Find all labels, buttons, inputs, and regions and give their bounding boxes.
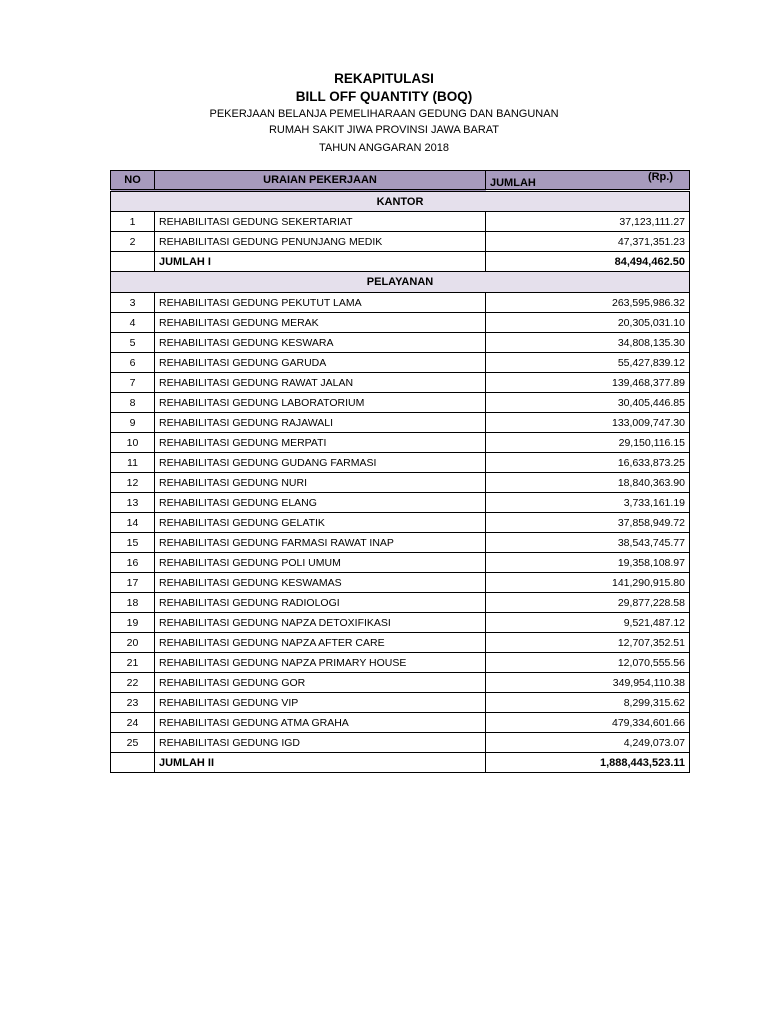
boq-table <box>110 170 690 773</box>
row-number: 17 <box>111 573 155 593</box>
row-number: 6 <box>111 353 155 373</box>
row-amount: 12,070,555.56 <box>486 653 690 673</box>
row-description: REHABILITASI GEDUNG GELATIK <box>155 513 486 533</box>
row-description: REHABILITASI GEDUNG NAPZA PRIMARY HOUSE <box>155 653 486 673</box>
row-description: REHABILITASI GEDUNG KESWARA <box>155 333 486 353</box>
subtotal-label: JUMLAH II <box>155 753 486 773</box>
table-row <box>111 513 690 533</box>
table-header-row <box>111 171 690 191</box>
section-header-row <box>111 191 690 212</box>
row-amount: 29,150,116.15 <box>486 433 690 453</box>
row-amount: 37,123,111.27 <box>486 212 690 232</box>
row-description: REHABILITASI GEDUNG RAJAWALI <box>155 413 486 433</box>
column-header-jumlah-label: JUMLAH <box>490 177 536 189</box>
row-amount: 8,299,315.62 <box>486 693 690 713</box>
subtotal-row <box>111 753 690 773</box>
row-description: REHABILITASI GEDUNG GUDANG FARMASI <box>155 453 486 473</box>
subtotal-value: 84,494,462.50 <box>486 252 690 272</box>
row-description: REHABILITASI GEDUNG LABORATORIUM <box>155 393 486 413</box>
table-row <box>111 313 690 333</box>
table-row <box>111 613 690 633</box>
section-title: PELAYANAN <box>111 272 690 293</box>
row-description: REHABILITASI GEDUNG GOR <box>155 673 486 693</box>
table-row <box>111 473 690 493</box>
row-number: 10 <box>111 433 155 453</box>
row-number: 23 <box>111 693 155 713</box>
table-row <box>111 393 690 413</box>
subtotal-spacer <box>111 753 155 773</box>
row-number: 4 <box>111 313 155 333</box>
row-amount: 4,249,073.07 <box>486 733 690 753</box>
row-number: 24 <box>111 713 155 733</box>
work-description: PEKERJAAN BELANJA PEMELIHARAAN GEDUNG DAN BANGUNAN <box>209 108 559 120</box>
row-number: 5 <box>111 333 155 353</box>
subtotal-row <box>111 252 690 272</box>
row-amount: 133,009,747.30 <box>486 413 690 433</box>
row-amount: 38,543,745.77 <box>486 533 690 553</box>
row-amount: 47,371,351.23 <box>486 232 690 252</box>
table-row <box>111 633 690 653</box>
document-header <box>0 70 768 156</box>
row-number: 2 <box>111 232 155 252</box>
table-row <box>111 453 690 473</box>
row-description: REHABILITASI GEDUNG MERPATI <box>155 433 486 453</box>
table-row <box>111 232 690 252</box>
row-description: REHABILITASI GEDUNG IGD <box>155 733 486 753</box>
table-body <box>111 191 690 773</box>
subtotal-label: JUMLAH I <box>155 252 486 272</box>
row-number: 22 <box>111 673 155 693</box>
row-number: 14 <box>111 513 155 533</box>
row-description: REHABILITASI GEDUNG GARUDA <box>155 353 486 373</box>
table-row <box>111 733 690 753</box>
row-amount: 18,840,363.90 <box>486 473 690 493</box>
table-row <box>111 353 690 373</box>
subtotal-spacer <box>111 252 155 272</box>
row-amount: 30,405,446.85 <box>486 393 690 413</box>
row-amount: 29,877,228.58 <box>486 593 690 613</box>
row-number: 20 <box>111 633 155 653</box>
row-number: 16 <box>111 553 155 573</box>
budget-year: TAHUN ANGGARAN 2018 <box>318 142 449 154</box>
row-number: 9 <box>111 413 155 433</box>
table-row <box>111 553 690 573</box>
row-description: REHABILITASI GEDUNG RAWAT JALAN <box>155 373 486 393</box>
table-row <box>111 653 690 673</box>
row-amount: 3,733,161.19 <box>486 493 690 513</box>
row-description: REHABILITASI GEDUNG NAPZA DETOXIFIKASI <box>155 613 486 633</box>
row-number: 15 <box>111 533 155 553</box>
row-description: REHABILITASI GEDUNG KESWAMAS <box>155 573 486 593</box>
row-description: REHABILITASI GEDUNG MERAK <box>155 313 486 333</box>
row-description: REHABILITASI GEDUNG VIP <box>155 693 486 713</box>
table-row <box>111 573 690 593</box>
document-subtitle: BILL OFF QUANTITY (BOQ) <box>295 89 473 104</box>
row-description: REHABILITASI GEDUNG NURI <box>155 473 486 493</box>
row-description: REHABILITASI GEDUNG POLI UMUM <box>155 553 486 573</box>
subtotal-value: 1,888,443,523.11 <box>486 753 690 773</box>
row-number: 18 <box>111 593 155 613</box>
table-row <box>111 212 690 232</box>
row-number: 7 <box>111 373 155 393</box>
row-description: REHABILITASI GEDUNG NAPZA AFTER CARE <box>155 633 486 653</box>
table-row <box>111 693 690 713</box>
row-number: 13 <box>111 493 155 513</box>
row-description: REHABILITASI GEDUNG SEKERTARIAT <box>155 212 486 232</box>
row-description: REHABILITASI GEDUNG FARMASI RAWAT INAP <box>155 533 486 553</box>
column-header-no: NO <box>111 171 155 191</box>
row-amount: 139,468,377.89 <box>486 373 690 393</box>
row-description: REHABILITASI GEDUNG ATMA GRAHA <box>155 713 486 733</box>
table-row <box>111 593 690 613</box>
row-amount: 349,954,110.38 <box>486 673 690 693</box>
table-row <box>111 493 690 513</box>
row-amount: 37,858,949.72 <box>486 513 690 533</box>
table-row <box>111 293 690 313</box>
table-row <box>111 533 690 553</box>
row-amount: 9,521,487.12 <box>486 613 690 633</box>
table-row <box>111 713 690 733</box>
row-number: 19 <box>111 613 155 633</box>
row-number: 11 <box>111 453 155 473</box>
row-amount: 16,633,873.25 <box>486 453 690 473</box>
row-amount: 141,290,915.80 <box>486 573 690 593</box>
row-number: 21 <box>111 653 155 673</box>
document-title: REKAPITULASI <box>334 71 434 86</box>
row-amount: 263,595,986.32 <box>486 293 690 313</box>
row-amount: 12,707,352.51 <box>486 633 690 653</box>
table-row <box>111 333 690 353</box>
row-amount: 20,305,031.10 <box>486 313 690 333</box>
table-row <box>111 373 690 393</box>
table-row <box>111 433 690 453</box>
row-number: 25 <box>111 733 155 753</box>
row-amount: 479,334,601.66 <box>486 713 690 733</box>
table-row <box>111 413 690 433</box>
section-header-row <box>111 272 690 293</box>
row-amount: 19,358,108.97 <box>486 553 690 573</box>
row-amount: 55,427,839.12 <box>486 353 690 373</box>
row-description: REHABILITASI GEDUNG PENUNJANG MEDIK <box>155 232 486 252</box>
column-header-jumlah <box>486 171 690 191</box>
row-description: REHABILITASI GEDUNG PEKUTUT LAMA <box>155 293 486 313</box>
column-header-currency: (Rp.) <box>647 171 673 183</box>
row-number: 3 <box>111 293 155 313</box>
table-row <box>111 673 690 693</box>
section-title: KANTOR <box>111 191 690 212</box>
row-amount: 34,808,135.30 <box>486 333 690 353</box>
row-number: 8 <box>111 393 155 413</box>
row-number: 12 <box>111 473 155 493</box>
column-header-uraian: URAIAN PEKERJAAN <box>155 171 486 191</box>
row-description: REHABILITASI GEDUNG ELANG <box>155 493 486 513</box>
row-description: REHABILITASI GEDUNG RADIOLOGI <box>155 593 486 613</box>
institution-name: RUMAH SAKIT JIWA PROVINSI JAWA BARAT <box>268 124 500 136</box>
row-number: 1 <box>111 212 155 232</box>
